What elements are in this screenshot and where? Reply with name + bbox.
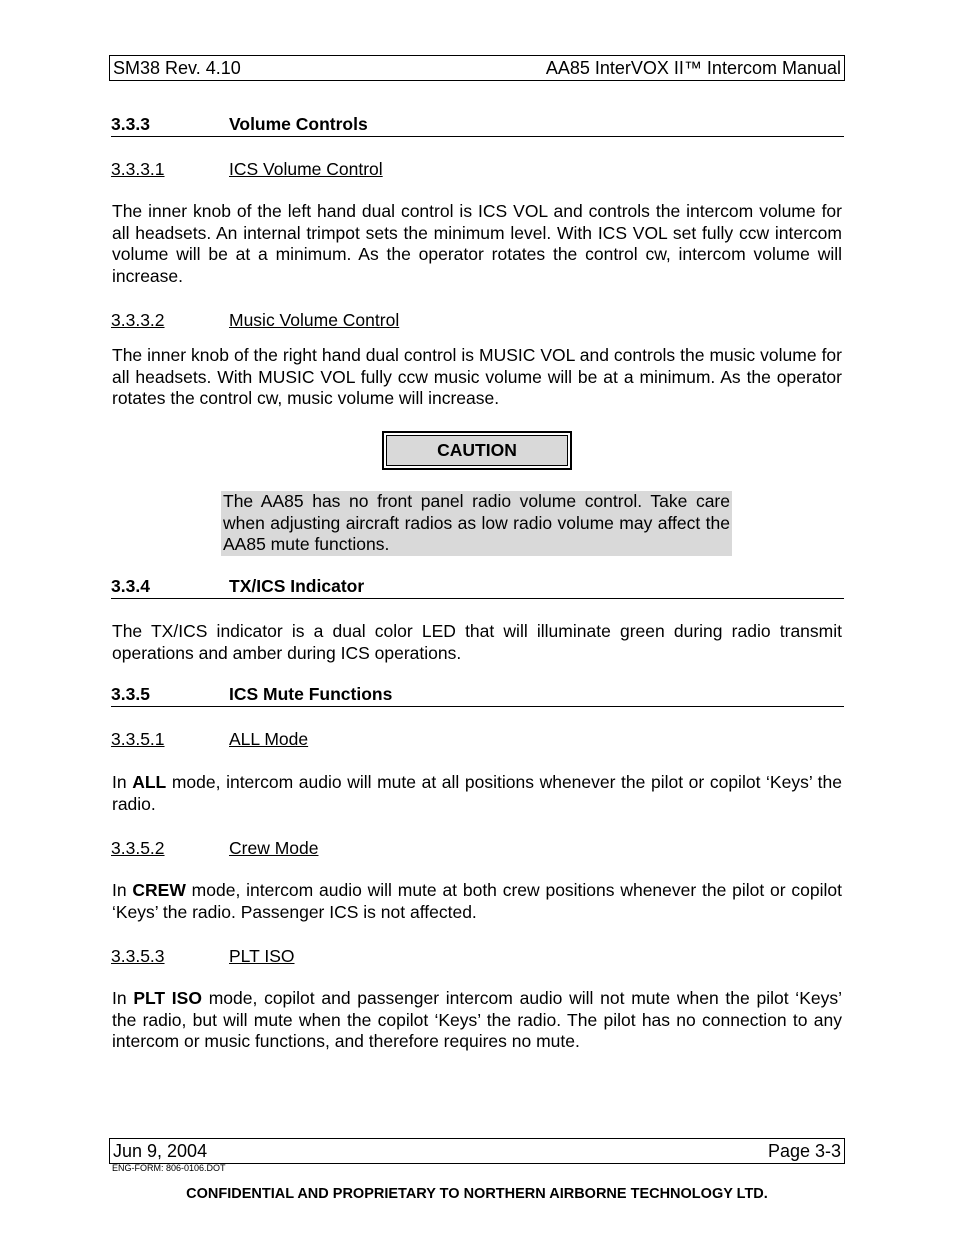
section-title: TX/ICS Indicator xyxy=(229,576,365,596)
section-title: ICS Mute Functions xyxy=(229,684,393,704)
page-footer xyxy=(109,1138,845,1164)
section-number: 3.3.4 xyxy=(111,576,150,596)
caution-text: The AA85 has no front panel radio volume control. Take care when adjusting aircraft radios as low radio volume may affect the AA85 mute functions. xyxy=(223,491,730,555)
subsection-heading-3-3-3-2 xyxy=(111,310,399,330)
crew-mode-paragraph: In CREW mode, intercom audio will mute at both crew positions whenever the pilot or copilot ‘Keys’ the radio. Passenger ICS is not affected. xyxy=(112,880,842,922)
form-id: ENG-FORM: 806-0106.DOT xyxy=(112,1163,226,1173)
all-mode-paragraph: In ALL mode, intercom audio will mute at all positions whenever the pilot or copilot ‘Keys’ the radio. xyxy=(112,772,842,814)
ics-volume-paragraph: The inner knob of the left hand dual control is ICS VOL and controls the intercom volume for all headsets. An internal trimpot sets the minimum level. With ICS VOL set fully ccw intercom volume will be at a minimum. As the operator rotates the control cw, intercom volume will increase. xyxy=(112,201,842,286)
section-heading-3-3-3 xyxy=(111,114,844,137)
subsection-number: 3.3.5.3 xyxy=(111,946,165,966)
mode-name: CREW xyxy=(132,880,186,900)
subsection-heading-3-3-5-3 xyxy=(111,946,295,966)
subsection-title: Music Volume Control xyxy=(229,310,400,330)
subsection-number: 3.3.5.1 xyxy=(111,729,165,749)
manual-title: AA85 InterVOX II™ Intercom Manual xyxy=(545,57,841,78)
caution-label: CAUTION xyxy=(386,435,568,466)
subsection-number: 3.3.3.2 xyxy=(111,310,165,330)
tx-ics-paragraph: The TX/ICS indicator is a dual color LED that will illuminate green during radio transmit operations and amber during ICS operations. xyxy=(112,621,842,663)
subsection-heading-3-3-5-1 xyxy=(111,729,308,749)
section-number: 3.3.5 xyxy=(111,684,150,704)
subsection-heading-3-3-3-1 xyxy=(111,159,383,179)
document-id: SM38 Rev. 4.10 xyxy=(113,57,241,78)
page-number: Page 3-3 xyxy=(767,1140,841,1161)
subsection-title: PLT ISO xyxy=(229,946,295,966)
mode-name: PLT ISO xyxy=(133,988,202,1008)
revision-date: Jun 9, 2004 xyxy=(113,1140,208,1161)
section-heading-3-3-4 xyxy=(111,576,844,599)
section-title: Volume Controls xyxy=(229,114,368,134)
caution-box xyxy=(382,431,572,470)
section-heading-3-3-5 xyxy=(111,684,844,707)
confidentiality-notice: CONFIDENTIAL AND PROPRIETARY TO NORTHERN AIRBORNE TECHNOLOGY LTD. xyxy=(186,1186,768,1202)
plt-iso-paragraph: In PLT ISO mode, copilot and passenger intercom audio will not mute when the pilot ‘Keys’ the radio, but will mute when the copilot ‘Keys’ the radio. The pilot has no connection to any intercom or music functions, and therefore requires no mute. xyxy=(112,988,842,1052)
subsection-title: ALL Mode xyxy=(229,729,309,749)
subsection-heading-3-3-5-2 xyxy=(111,838,318,858)
mode-name: ALL xyxy=(132,772,167,792)
section-number: 3.3.3 xyxy=(111,114,150,134)
subsection-number: 3.3.3.1 xyxy=(111,159,165,179)
music-volume-paragraph: The inner knob of the right hand dual control is MUSIC VOL and controls the music volume for all headsets. With MUSIC VOL fully ccw music volume will be at a minimum. As the operator rotates the control cw, music volume will increase. xyxy=(112,345,842,409)
subsection-number: 3.3.5.2 xyxy=(111,838,165,858)
subsection-title: Crew Mode xyxy=(229,838,319,858)
subsection-title: ICS Volume Control xyxy=(229,159,383,179)
page-header xyxy=(109,55,845,81)
